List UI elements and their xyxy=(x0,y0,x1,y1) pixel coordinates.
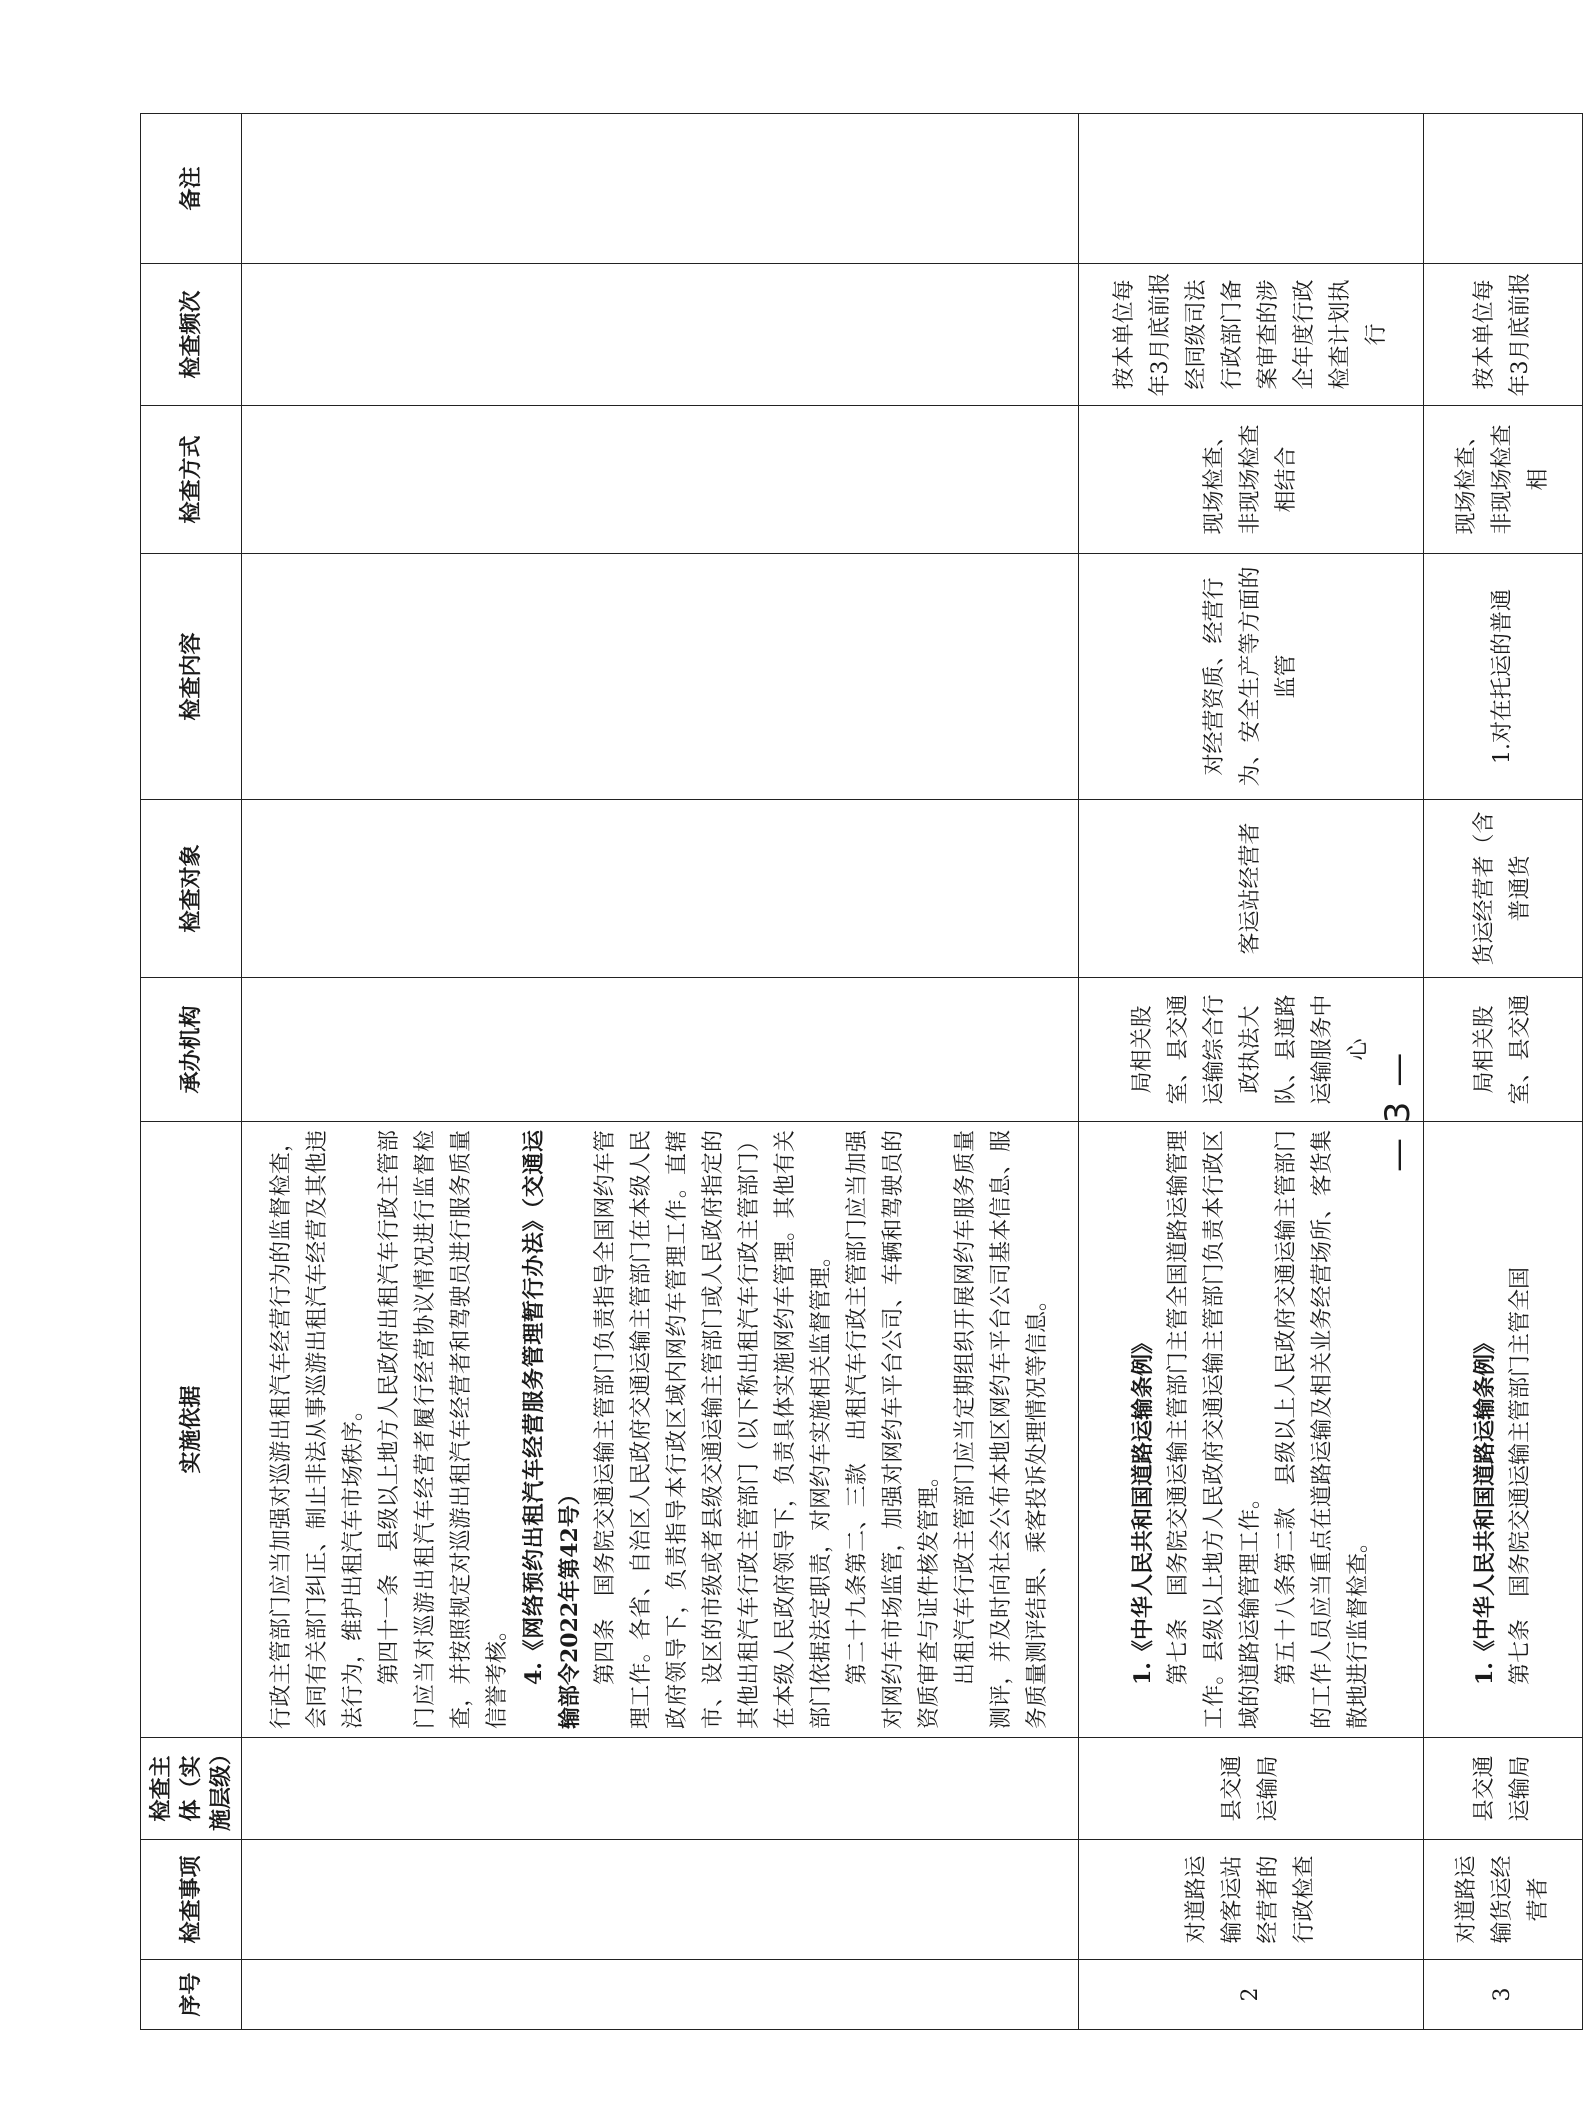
row1-freq xyxy=(242,264,1079,406)
row1-org xyxy=(242,978,1079,1122)
header-target: 检查对象 xyxy=(141,800,242,978)
basis-paragraph: 第二十九条第二、三款 出租汽车行政主管部门应当加强对网约车市场监管，加强对网约车平台公司、车辆和驾驶员的资质审查与证件核发管理。 xyxy=(845,1130,942,1729)
header-method: 检查方式 xyxy=(141,406,242,554)
basis-paragraph: 第七条 国务院交通运输主管部门主管全国 xyxy=(1508,1266,1533,1685)
header-seq: 序号 xyxy=(141,1960,242,2030)
row3-content: 1.对在托运的普通 xyxy=(1424,554,1583,800)
basis-paragraph: 行政主管部门应当加强对巡游出租汽车经营行为的监督检查，会同有关部门纠正、制止非法从事巡游出租汽车经营及其他违法行为，维护出租汽车市场秩序。 xyxy=(269,1130,366,1729)
row1-target xyxy=(242,800,1079,978)
basis-paragraph: 第四十一条 县级以上地方人民政府出租汽车行政主管部门应当对巡游出租汽车经营者履行经营协议情况进行监督检查，并按照规定对巡游出租汽车经营者和驾驶员进行服务质量信誉考核。 xyxy=(377,1130,510,1729)
basis-paragraph: 出租汽车行政主管部门应当定期组织开展网约车服务质量测评，并及时向社会公布本地区网约车平台公司基本信息、服务质量测评结果、乘客投诉处理情况等信息。 xyxy=(953,1130,1050,1729)
row2-seq: 2 xyxy=(1079,1960,1424,2030)
row1-basis xyxy=(242,1122,1079,1738)
table-row xyxy=(1424,114,1583,2030)
row1-subject xyxy=(242,1738,1079,1840)
row2-content: 对经营资质、经营行为、安全生产等方面的监管 xyxy=(1079,554,1424,800)
row3-freq: 按本单位每年3月底前报 xyxy=(1424,264,1583,406)
header-content: 检查内容 xyxy=(141,554,242,800)
table-row xyxy=(1079,114,1424,2030)
basis-paragraph: 第四条 国务院交通运输主管部门负责指导全国网约车管理工作。各省、自治区人民政府交通运输主管部门在本级人民政府领导下，负责指导本行政区域内网约车管理工作。直辖市、设区的市级或者县级交通运输主管部门或人民政府指定的其他出租汽车行政主管部门（以下称出租汽车行政主管部门）在本级人民政府领导下，负责具体实施网约车管理。其他有关部门依据法定职责，对网约车实施相关监督管理。 xyxy=(593,1130,834,1729)
row2-target: 客运站经营者 xyxy=(1079,800,1424,978)
header-basis: 实施依据 xyxy=(141,1122,242,1738)
header-remark: 备注 xyxy=(141,114,242,264)
row2-basis xyxy=(1079,1122,1424,1738)
row3-subject: 县交通运输局 xyxy=(1424,1738,1583,1840)
header-row xyxy=(141,114,242,2030)
row3-basis xyxy=(1424,1122,1583,1738)
row1-remark xyxy=(242,114,1079,264)
row2-org: 局相关股室、县交通运输综合行政执法大队、县道路运输服务中心 xyxy=(1079,978,1424,1122)
header-item: 检查事项 xyxy=(141,1840,242,1960)
header-org: 承办机构 xyxy=(141,978,242,1122)
row2-freq: 按本单位每年3月底前报经同级司法行政部门备案审查的涉企年度行政检查计划执行 xyxy=(1079,264,1424,406)
header-freq: 检查频次 xyxy=(141,264,242,406)
header-subject: 检查主体（实施层级） xyxy=(141,1738,242,1840)
row1-content xyxy=(242,554,1079,800)
basis-paragraph: 第七条 国务院交通运输主管部门主管全国道路运输管理工作。县级以上地方人民政府交通运输主管部门负责本行政区域的道路运输管理工作。 xyxy=(1166,1130,1263,1729)
row3-item: 对道路运输货运经营者 xyxy=(1424,1840,1583,1960)
table-row xyxy=(242,114,1079,2030)
row3-target: 货运经营者（含普通货 xyxy=(1424,800,1583,978)
basis-paragraph: 1.《中华人民共和国道路运输条例》 xyxy=(1472,1332,1498,1685)
basis-paragraph: 第五十八条第二款 县级以上人民政府交通运输主管部门的工作人员应当重点在道路运输及相关业务经营场所、客货集散地进行监督检查。 xyxy=(1274,1130,1371,1729)
row3-remark xyxy=(1424,114,1583,264)
basis-paragraph: 4.《网络预约出租汽车经营服务管理暂行办法》（交通运输部令2022年第42号） xyxy=(521,1130,583,1729)
inspection-table xyxy=(140,113,1583,2030)
row2-item: 对道路运输客运站经营者的行政检查 xyxy=(1079,1840,1424,1960)
row3-org: 局相关股室、县交通 xyxy=(1424,978,1583,1122)
row2-method: 现场检查、非现场检查相结合 xyxy=(1079,406,1424,554)
row2-remark xyxy=(1079,114,1424,264)
row3-method: 现场检查、非现场检查相 xyxy=(1424,406,1583,554)
row2-subject: 县交通运输局 xyxy=(1079,1738,1424,1840)
row1-seq xyxy=(242,1960,1079,2030)
page-number: — 3 — xyxy=(1378,1050,1418,1172)
row3-seq: 3 xyxy=(1424,1960,1583,2030)
row1-item xyxy=(242,1840,1079,1960)
basis-paragraph: 1.《中华人民共和国道路运输条例》 xyxy=(1130,1332,1156,1685)
row1-method xyxy=(242,406,1079,554)
